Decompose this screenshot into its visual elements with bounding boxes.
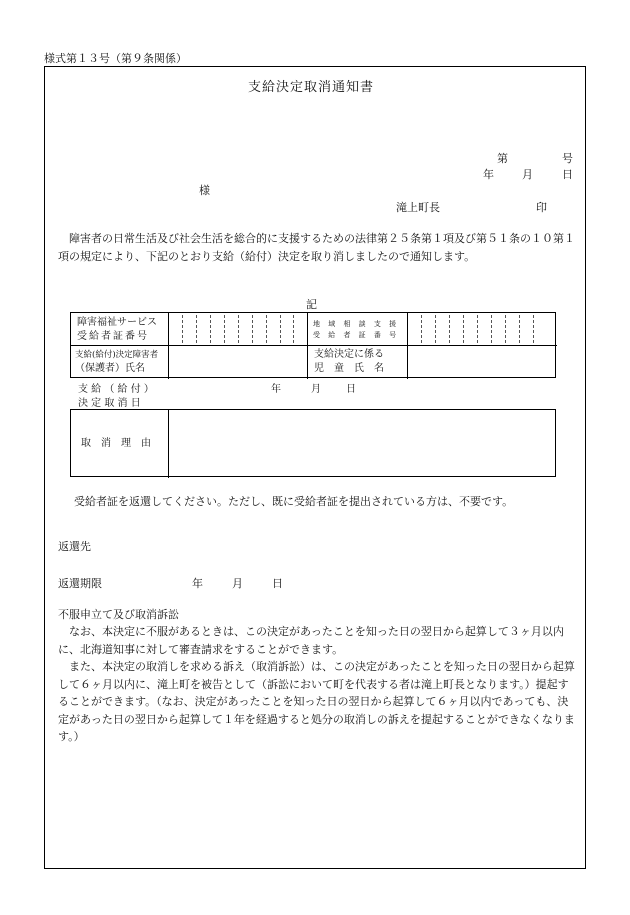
return-deadline-day: 日 [272, 577, 283, 590]
issue-month: 月 [522, 168, 533, 181]
child-name-label-1: 支給決定に係る [314, 349, 384, 360]
return-deadline-label: 返還期限 [58, 577, 102, 590]
issue-day: 日 [562, 168, 573, 181]
digit-box-divider [477, 315, 478, 343]
consult-number-label-1: 地 域 相 談 支 援 [313, 320, 400, 328]
number-dai: 第 [497, 152, 508, 165]
form-number: 様式第１３号（第９条関係） [44, 52, 187, 65]
digit-box-divider [252, 315, 253, 343]
info-table [70, 312, 556, 378]
digit-box-divider [182, 315, 183, 343]
table-col-divider [168, 313, 169, 379]
digit-box-divider [421, 315, 422, 343]
number-go: 号 [562, 152, 573, 165]
service-number-label-2: 受給者証番号 [77, 331, 149, 342]
digit-box-divider [224, 315, 225, 343]
cancel-date-label-1: 支 給 （ 給 付 ） [78, 384, 154, 395]
reason-table [70, 409, 556, 477]
digit-box-divider [266, 315, 267, 343]
seal-mark: 印 [536, 201, 547, 214]
digit-box-divider [238, 315, 239, 343]
return-deadline-year: 年 [192, 577, 203, 590]
table-row-divider [71, 345, 557, 346]
return-deadline-month: 月 [232, 577, 243, 590]
digit-box-divider [293, 315, 294, 343]
digit-box-divider [280, 315, 281, 343]
appeal-paragraph-2: また、本決定の取消しを求める訴え（取消訴訟）は、この決定があったことを知った日の翌日から起算して６ヶ月以内に、滝上町を被告として（訴訟において町を代表する者は滝上町長となります。）提起することができます。（なお、決定があったことを知った日の翌日から起算して６ヶ月以内であっても、決定があった日の翌日から起算して１年を経過すると処分の取消しの訴えを提起することができなくなります。） [58, 660, 575, 743]
recipient-name-label-1: 支給(給付)決定障害者 [75, 350, 159, 360]
return-instruction: 受給者証を返還してください。ただし、既に受給者証を提出されている方は、不要です。 [74, 495, 514, 508]
issuer-name: 滝上町長 [396, 201, 440, 214]
issue-year: 年 [483, 168, 494, 181]
table-col-divider [407, 313, 408, 379]
addressee-sama: 様 [199, 184, 210, 197]
cancel-date-day: 日 [346, 384, 356, 395]
return-to-label: 返還先 [58, 540, 91, 553]
appeal-heading: 不服申立て及び取消訴訟 [58, 608, 179, 621]
digit-box-divider [533, 315, 534, 343]
service-number-label-1: 障害福祉サービス [77, 317, 157, 328]
cancel-reason-label: 取 消 理 由 [81, 438, 151, 449]
cancel-date-month: 月 [311, 384, 321, 395]
table-col-divider [307, 313, 308, 379]
recipient-name-label-2: （保護者）氏名 [75, 363, 145, 374]
digit-box-divider [491, 315, 492, 343]
digit-box-divider [435, 315, 436, 343]
consult-number-label-2: 受 給 者 証 番 号 [313, 331, 400, 339]
digit-box-divider [505, 315, 506, 343]
ki-marker: 記 [306, 298, 317, 311]
cancel-date-label-2: 決 定 取 消 日 [78, 398, 141, 409]
document-title: 支給決定取消通知書 [248, 80, 375, 95]
intro-paragraph: 障害者の日常生活及び社会生活を総合的に支援するための法律第２５条第１項及び第５１条の１０第１項の規定により、下記のとおり支給（給付）決定を取り消しましたので通知します。 [58, 232, 575, 263]
child-name-label-2: 児 童 氏 名 [314, 363, 384, 374]
cancel-date-year: 年 [271, 384, 281, 395]
digit-box-divider [519, 315, 520, 343]
digit-box-divider [196, 315, 197, 343]
digit-box-divider [463, 315, 464, 343]
digit-box-divider [210, 315, 211, 343]
appeal-paragraph-1: なお、本決定に不服があるときは、この決定があったことを知った日の翌日から起算して３ヶ月以内に、北海道知事に対して審査請求をすることができます。 [58, 625, 564, 656]
table-col-divider [168, 410, 169, 478]
digit-box-divider [449, 315, 450, 343]
